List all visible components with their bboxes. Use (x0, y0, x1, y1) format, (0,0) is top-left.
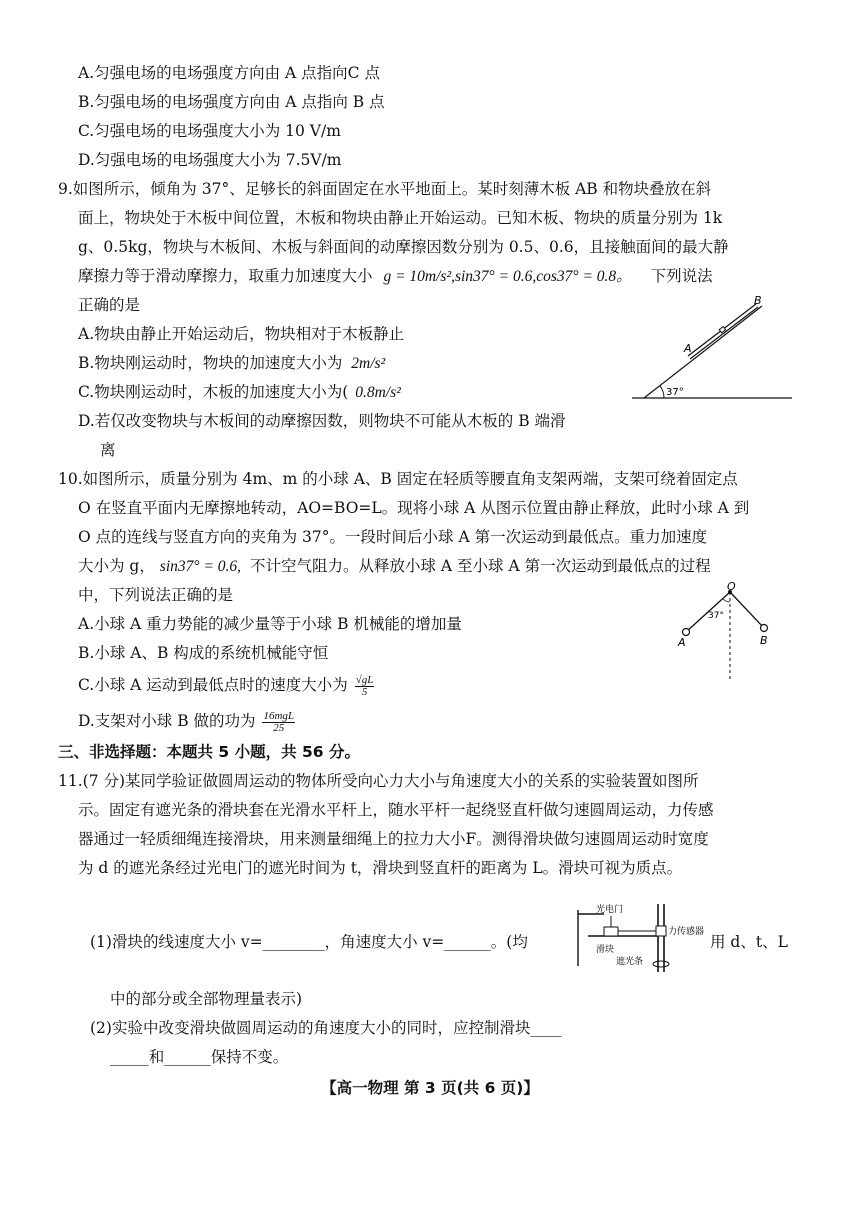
q10-option-d-text: D.支架对小球 B 做的功为 (78, 712, 256, 730)
incline-line (644, 306, 762, 398)
q11-stem-line2: 示。固定有遮光条的滑块套在光滑水平杆上，随水平杆一起绕竖直杆做匀速圆周运动，力传感 (78, 801, 714, 819)
ball-b (761, 625, 768, 632)
q8-option-a: A.匀强电场的电场强度方向由 A 点指向C 点 (78, 64, 380, 82)
q9-stem-line2: 面上，物块处于木板中间位置，木板和物块由静止开始运动。已知木板、物块的质量分别为 1k (78, 209, 723, 227)
ball-a (683, 629, 690, 636)
q8-option-b: B.匀强电场的电场强度方向由 A 点指向 B 点 (78, 93, 385, 111)
q11-part1-line2: 中的部分或全部物理量表示) (110, 990, 303, 1008)
q10-stem-line3: O 点的连线与竖直方向的夹角为 37°。一段时间后小球 A 第一次运动到最低点。重力加速度 (78, 528, 708, 546)
page-footer: 【高一物理 第 3 页(共 6 页)】 (321, 1079, 539, 1097)
q8-option-c: C.匀强电场的电场强度大小为 10 V/m (78, 122, 341, 140)
q9-stem-line4-tail: 下列说法 (650, 267, 713, 285)
q9-stem-line3: g、0.5kg，物块与木板间、木板与斜面间的动摩擦因数分别为 0.5、0.6，且接触面间的最大静 (78, 238, 729, 256)
q10-fig-label-o: O (727, 582, 736, 593)
q9-stem-line1: 9.如图所示，倾角为 37°、足够长的斜面固定在水平地面上。某时刻薄木板 AB 和物块叠放在斜 (58, 180, 712, 198)
q10-option-b: B.小球 A、B 构成的系统机械能守恒 (78, 644, 329, 662)
q10-option-c-text: C.小球 A 运动到最低点时的速度大小为 (78, 676, 348, 694)
q10-option-c-fraction (355, 675, 375, 698)
q11-fig-sensor-label: 力传感器 (668, 927, 705, 937)
q9-option-c-value: 0.8m/s² (355, 384, 401, 401)
q10-fig-angle-label: 37° (708, 611, 724, 621)
slider-block (604, 927, 618, 936)
q11-apparatus-figure (574, 900, 706, 976)
q10-option-c-numerator: √gL (355, 673, 374, 686)
angle-arc (723, 599, 730, 602)
q10-option-c (78, 672, 376, 698)
q9-option-a: A.物块由静止开始运动后，物块相对于木板静止 (78, 325, 405, 343)
q9-option-c (78, 382, 401, 403)
q10-stem-line1: 10.如图所示，质量分别为 4m、m 的小球 A、B 固定在轻质等腰直角支架两端，支架可绕着固定点 (58, 470, 738, 488)
q9-fig-label-b: B (754, 294, 762, 307)
q10-fig-label-a: A (678, 636, 686, 649)
q9-incline-figure (628, 292, 798, 404)
q11-stem-line3: 器通过一轻质细绳连接滑块，用来测量细绳上的拉力大小F。测得滑块做匀速圆周运动时宽度 (78, 830, 709, 848)
q9-stem-line5: 正确的是 (78, 296, 141, 314)
q9-option-d-line1: D.若仅改变物块与木板间的动摩擦因数，则物块不可能从木板的 B 端滑 (78, 412, 566, 430)
angle-arc (660, 386, 664, 398)
q10-option-d (78, 708, 297, 734)
q10-stem-line4-tail: 不计空气阻力。从释放小球 A 至小球 A 第一次运动到最低点的过程 (249, 557, 711, 575)
q9-fig-angle-label: 37° (666, 387, 684, 398)
q10-fig-label-b: B (760, 634, 768, 647)
q9-option-d-line2: 离 (100, 441, 116, 459)
q9-option-c-text: C.物块刚运动时，木板的加速度大小为( (78, 383, 349, 401)
q11-part1-line1-tail: 用 d、t、L (710, 933, 788, 951)
q10-bracket-figure (668, 582, 778, 682)
q10-option-d-numerator: 16mgL (263, 709, 295, 722)
q9-fig-label-a: A (684, 342, 692, 355)
q11-part2-line2: _____和______保持不变。 (110, 1048, 289, 1066)
q10-option-d-denominator: 25 (273, 721, 285, 734)
q11-part1-line1: (1)滑块的线速度大小 v=________，角速度大小 v=______。(均 (90, 933, 528, 951)
q10-option-d-fraction (262, 711, 295, 734)
q10-option-c-denominator: 5 (361, 685, 368, 698)
board-line-bottom (690, 307, 758, 359)
q10-given-values: sin37° = 0.6, (159, 558, 242, 575)
q10-option-a: A.小球 A 重力势能的减少量等于小球 B 机械能的增加量 (78, 615, 462, 633)
q11-fig-strip-label: 遮光条 (616, 957, 644, 967)
rotation-ellipse (653, 961, 669, 967)
q9-option-b-text: B.物块刚运动时，物块的加速度大小为 (78, 354, 343, 372)
q10-stem-line5: 中，下列说法正确的是 (78, 586, 234, 604)
force-sensor-box (656, 926, 666, 936)
q8-option-d: D.匀强电场的电场强度大小为 7.5V/m (78, 151, 342, 169)
q9-option-b (78, 353, 385, 374)
q9-option-b-value: 2m/s² (351, 355, 386, 372)
q10-stem-line2: O 在竖直平面内无摩擦地转动，AO=BO=L。现将小球 A 从图示位置由静止释放，此时小球 A 到 (78, 499, 750, 517)
q11-stem-line4: 为 d 的遮光条经过光电门的遮光时间为 t，滑块到竖直杆的距离为 L。滑块可视为质点。 (78, 859, 683, 877)
q11-fig-gate-label: 光电门 (596, 905, 624, 915)
q11-stem-line1: 11.(7 分)某同学验证做圆周运动的物体所受向心力大小与角速度大小的关系的实验装置如图所 (58, 772, 699, 790)
section-3-heading: 三、非选择题：本题共 5 小题，共 56 分。 (58, 743, 360, 761)
q11-part2-line1: (2)实验中改变滑块做圆周运动的角速度大小的同时，应控制滑块____ (90, 1019, 562, 1037)
q10-stem-line4-text: 大小为 g， (78, 557, 155, 575)
q9-stem-line4 (78, 266, 713, 287)
q9-stem-line4-text: 摩擦力等于滑动摩擦力，取重力加速度大小 (78, 267, 373, 285)
arm-ob (730, 592, 764, 628)
q10-stem-line4 (78, 556, 711, 577)
q9-given-values: g = 10m/s²,sin37° = 0.6,cos37° = 0.8。 (383, 268, 632, 285)
q11-fig-slider-label: 滑块 (596, 945, 615, 955)
